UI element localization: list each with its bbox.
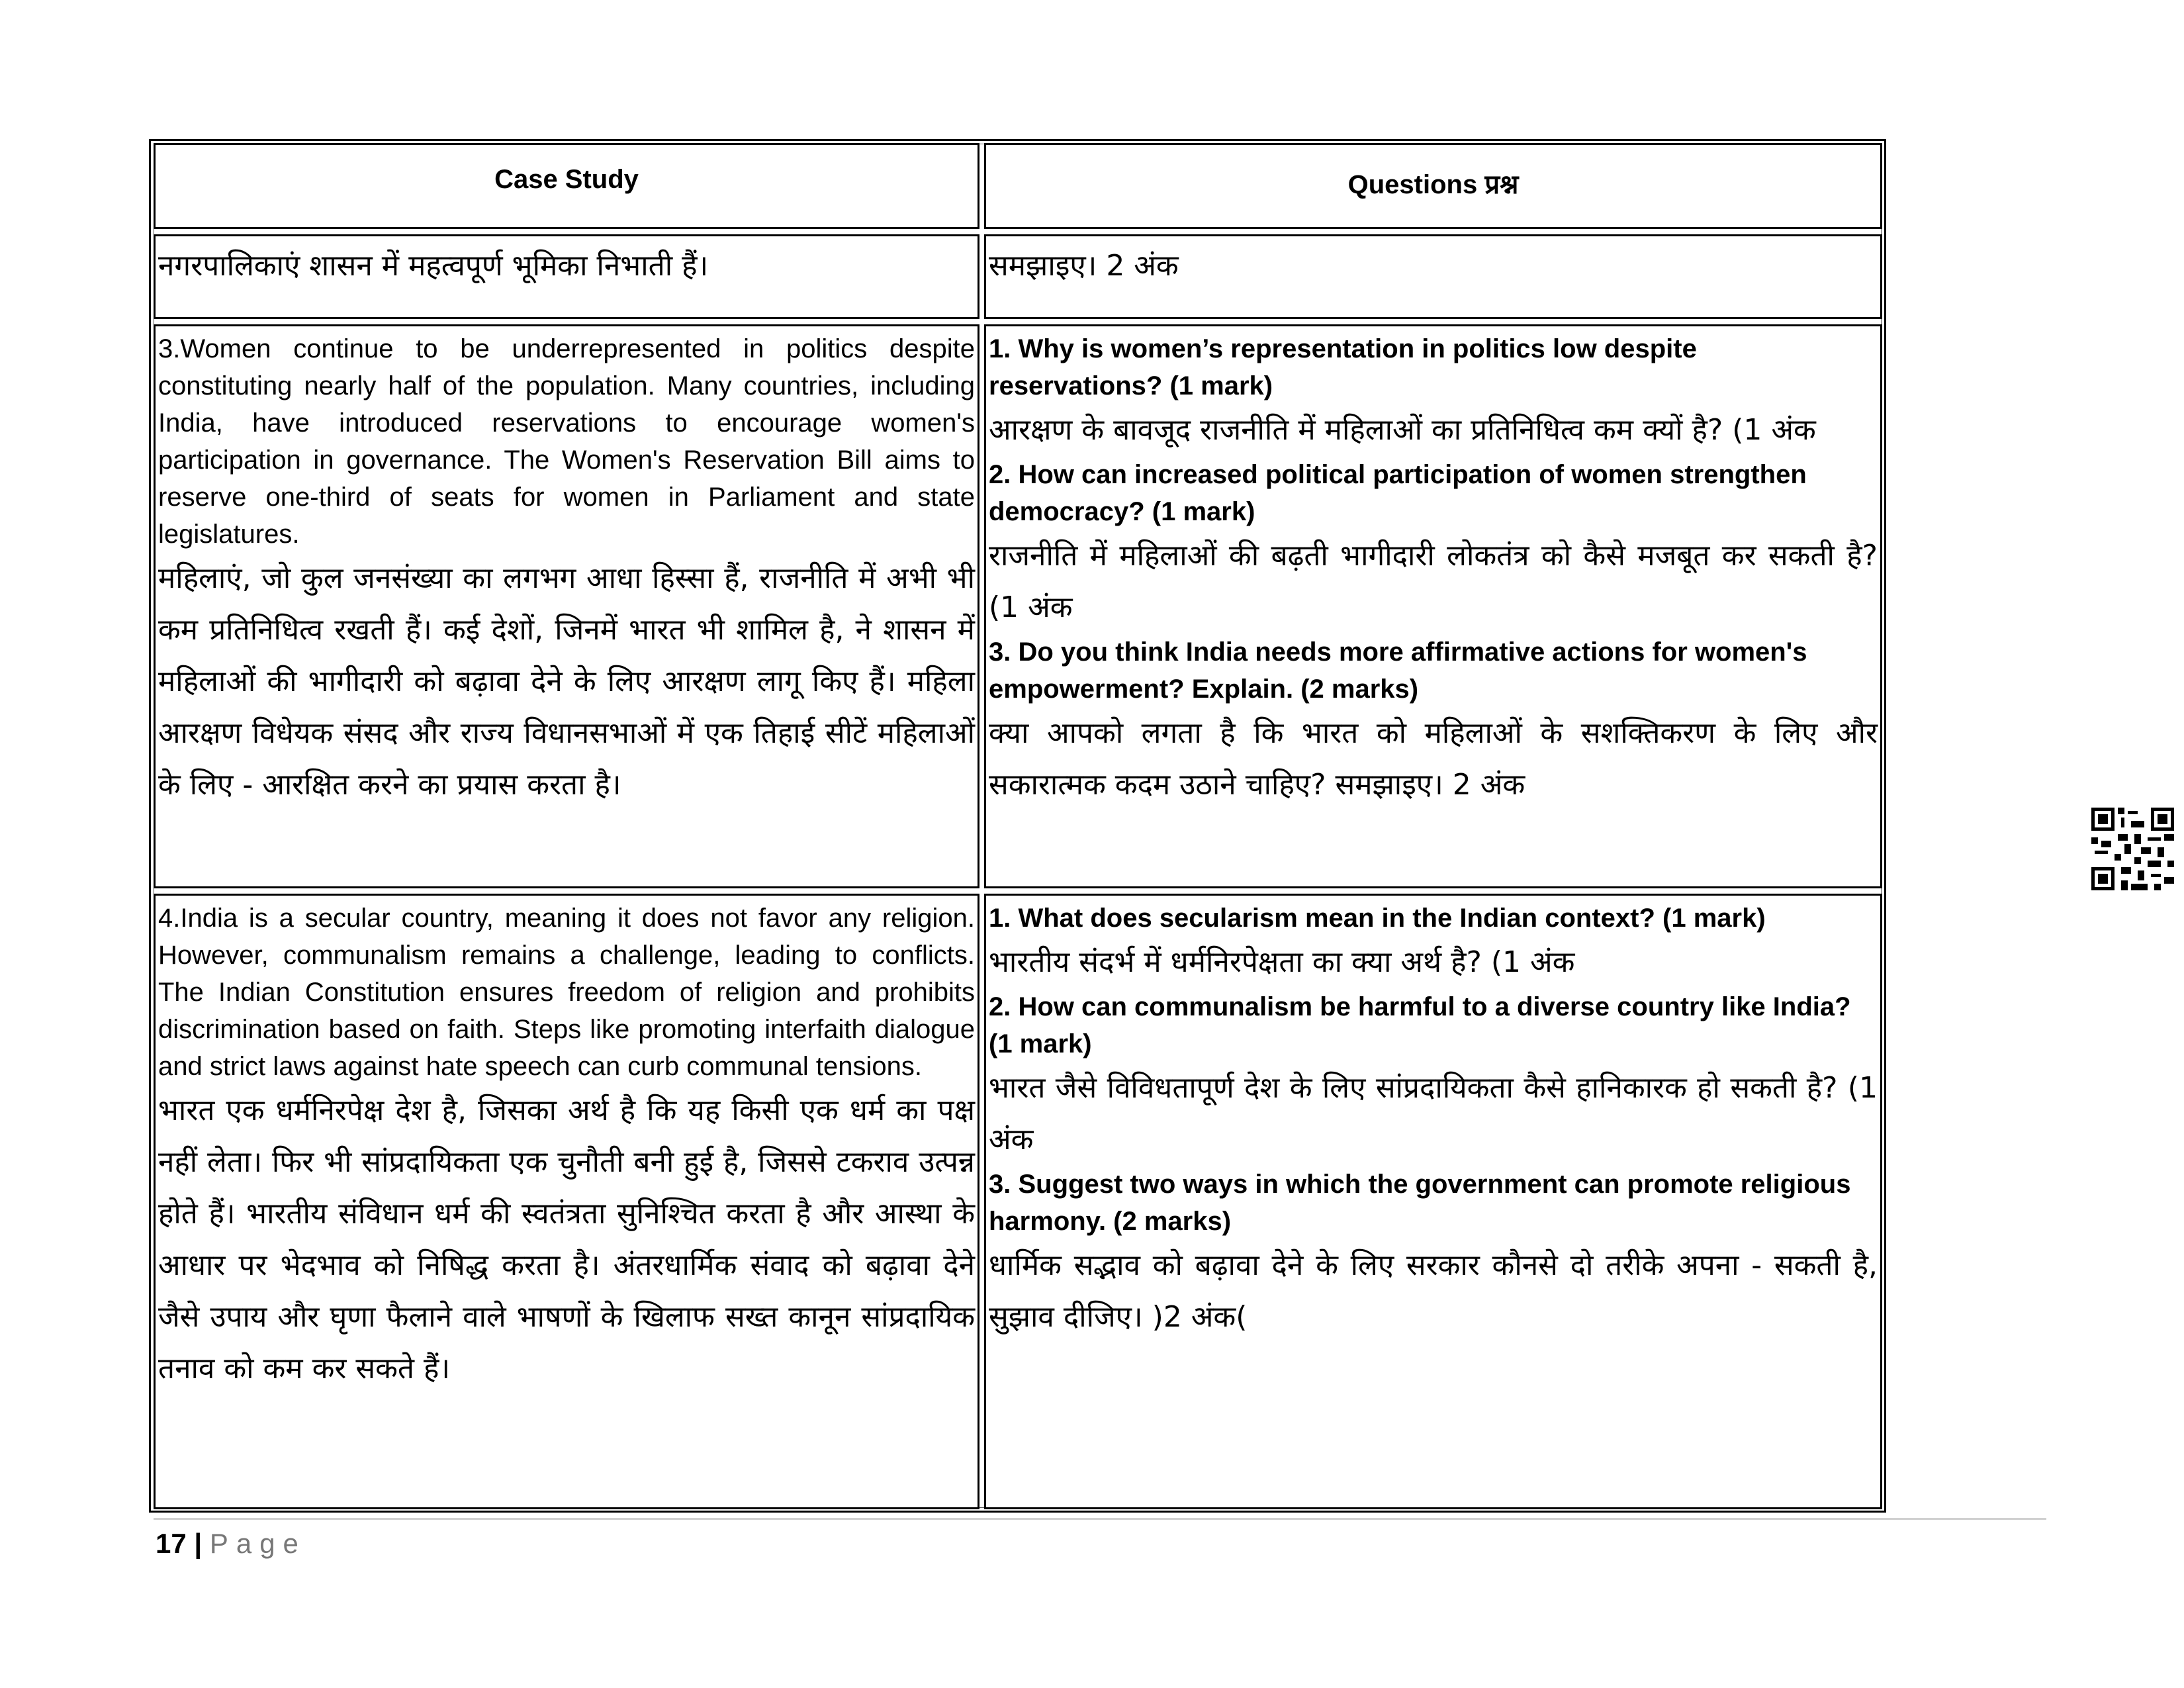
question-2-hi: राजनीति में महिलाओं की बढ़ती भागीदारी लोकतंत्र को कैसे मजबूत कर सकती है? (1 अंक: [989, 539, 1878, 624]
case-study-text-en: 4.India is a secular country, meaning it does not favor any religion. However, communalism remains a challenge, leading to conflicts. The Indian Constitution ensures freedom of religion and prohibits discrimination based on faith. Steps like promoting interfaith dialogue and strict laws against hate speech can curb communal tensions.: [158, 904, 975, 1081]
question-3-hi: क्या आपको लगता है कि भारत को महिलाओं के सशक्तिकरण के लिए और सकारात्मक कदम उठाने चाहिए? समझाइए। 2 अंक: [989, 716, 1878, 802]
table-row-1-questions: [984, 234, 1882, 319]
question-1-hi: भारतीय संदर्भ में धर्मनिरपेक्षता का क्या अर्थ है? (1 अंक: [989, 945, 1575, 979]
table-row-1-case: [154, 234, 979, 319]
header-case-study: [154, 143, 979, 229]
question-2-hi: भारत जैसे विविधतापूर्ण देश के लिए सांप्रदायिकता कैसे हानिकारक हो सकती है? (1 अंक: [989, 1071, 1878, 1156]
page-footer: [156, 1528, 306, 1560]
question-2-en: 2. How can increased political participation of women strengthen democracy? (1 mark): [989, 460, 1807, 526]
header-questions: [984, 143, 1882, 229]
header-case-study-label: Case Study: [494, 165, 639, 194]
question-3-hi: धार्मिक सद्भाव को बढ़ावा देने के लिए सरकार कौनसे दो तरीके अपना - सकती है, सुझाव दीजिए। )2 अंक(: [989, 1248, 1878, 1334]
case-study-text-hi: नगरपालिकाएं शासन में महत्वपूर्ण भूमिका निभाती हैं।: [158, 249, 709, 283]
question-3-en: 3. Do you think India needs more affirmative actions for women's empowerment? Explain. (2 marks): [989, 637, 1807, 704]
question-1-hi: आरक्षण के बावजूद राजनीति में महिलाओं का प्रतिनिधित्व कम क्यों है? (1 अंक: [989, 413, 1816, 447]
question-1-en: 1. Why is women’s representation in politics low despite reservations? (1 mark): [989, 334, 1697, 400]
footer-divider: [154, 1518, 2046, 1520]
header-questions-label: Questions प्रश्न: [1347, 170, 1519, 199]
table-row-3-questions: [984, 894, 1882, 1509]
question-1-en: 1. What does secularism mean in the Indian context? (1 mark): [989, 904, 1766, 933]
table-row-2-case: [154, 324, 979, 888]
page-separator: |: [194, 1528, 203, 1559]
case-study-text-hi: भारत एक धर्मनिरपेक्ष देश है, जिसका अर्थ है कि यह किसी एक धर्म का पक्ष नहीं लेता। फिर भी सांप्रदायिकता एक चुनौती बनी हुई है, जिससे टकराव उत्पन्न होते हैं। भारतीय संविधान धर्म की स्वतंत्रता सुनिश्चित करता है और आस्था के आधार पर भेदभाव को निषिद्ध करता है। अंतरधार्मिक संवाद को बढ़ावा देने जैसे उपाय और घृणा फैलाने वाले भाषणों के खिलाफ सख्त कानून सांप्रदायिक तनाव को कम कर सकते हैं।: [158, 1094, 975, 1385]
qr-code-icon: [2091, 808, 2174, 890]
question-3-en: 3. Suggest two ways in which the government can promote religious harmony. (2 marks): [989, 1170, 1851, 1236]
question-text-hi: समझाइए। 2 अंक: [989, 249, 1179, 283]
question-2-en: 2. How can communalism be harmful to a diverse country like India? (1 mark): [989, 992, 1851, 1058]
case-study-text-hi: महिलाएं, जो कुल जनसंख्या का लगभग आधा हिस्सा हैं, राजनीति में अभी भी कम प्रतिनिधित्व रखती हैं। कई देशों, जिनमें भारत भी शामिल है, ने शासन में महिलाओं की भागीदारी को बढ़ावा देने के लिए आरक्षण लागू किए हैं। महिला आरक्षण विधेयक संसद और राज्य विधानसभाओं में एक तिहाई सीटें महिलाओं के लिए - आरक्षित करने का प्रयास करता है।: [158, 561, 975, 802]
table-row-2-questions: [984, 324, 1882, 888]
case-study-text-en: 3.Women continue to be underrepresented in politics despite constituting nearly half of the population. Many countries, including India, have introduced reservations to encourage women's participation in governance. The Women's Reservation Bill aims to reserve one-third of seats for women in Parliament and state legislatures.: [158, 334, 975, 549]
table-row-3-case: [154, 894, 979, 1509]
page-label: Page: [209, 1528, 306, 1559]
page-number: 17: [156, 1528, 187, 1559]
